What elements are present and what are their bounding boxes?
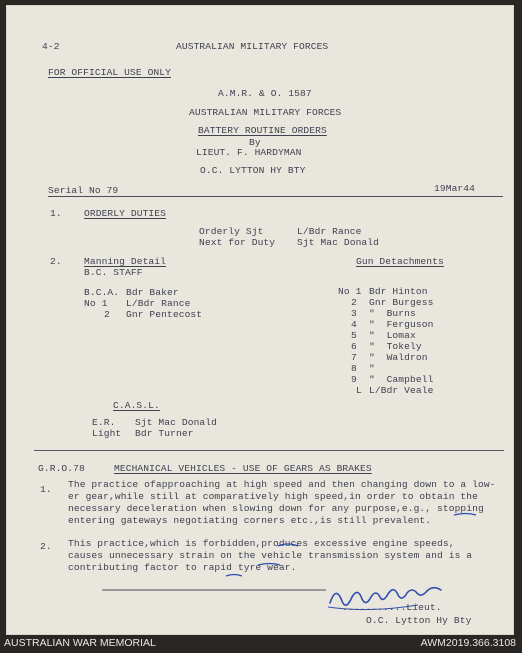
unit-name: O.C. LYTTON HY BTY [200, 165, 306, 176]
ink-annotations [6, 5, 514, 635]
serial-number: Serial No 79 [48, 185, 119, 196]
gun-no: L [356, 385, 362, 396]
casl-title: C.A.S.L. [113, 400, 160, 411]
gun-detachments-title: Gun Detachments [356, 256, 444, 267]
duty-name: Sjt Mac Donald [297, 237, 380, 248]
gun-name: Bdr Hinton [369, 286, 428, 297]
paragraph2-number: 2. [40, 541, 52, 552]
gun-no: 3 [351, 308, 357, 319]
paragraph1-line: er gear,while still at comparatively high speed,in order to obtain the [68, 491, 479, 502]
casl-name: Bdr Turner [135, 428, 194, 439]
gun-no: No 1 [338, 286, 362, 297]
duty-role: Next for Duty [199, 237, 276, 248]
gun-no: 9 [351, 374, 357, 385]
official-use: FOR OFFICIAL USE ONLY [48, 67, 172, 78]
staff-name: Bdr Baker [126, 287, 179, 298]
paragraph2-line: contributing factor to rapid tyre wear. [68, 562, 297, 573]
bc-staff-title: B.C. STAFF [84, 267, 143, 278]
gun-no: 2 [351, 297, 357, 308]
org-name: AUSTRALIAN MILITARY FORCES [189, 107, 342, 118]
document-page [6, 5, 514, 635]
casl-role: E.R. [92, 417, 116, 428]
staff-role: No 1 [84, 298, 108, 309]
gun-no: 5 [351, 330, 357, 341]
paragraph1-line: necessary deceleration when slowing down for any purpose,e.g., stopping [68, 503, 484, 514]
page-number: 4-2 [42, 41, 60, 52]
gun-name: L/Bdr Veale [369, 385, 434, 396]
staff-role: B.C.A. [84, 287, 120, 298]
paragraph1-line: entering gateways negotiating corners etc.,is still prevalent. [68, 515, 432, 526]
paragraph2-line: This practice,which is forbidden,produces excessive engine speeds, [68, 538, 455, 549]
gun-name: Gnr Burgess [369, 297, 434, 308]
staff-name: Gnr Pentecost [126, 309, 203, 320]
signature-unit: O.C. Lytton Hy Bty [366, 615, 472, 626]
gun-name: " Ferguson [369, 319, 434, 330]
section1-title: ORDERLY DUTIES [84, 208, 167, 219]
paragraph1-number: 1. [40, 484, 52, 495]
paragraph2-line: causes unnecessary strain on the vehicle transmission system and is a [68, 550, 473, 561]
gun-name: " Campbell [369, 374, 434, 385]
gun-no: 6 [351, 341, 357, 352]
gun-name: " [369, 363, 375, 374]
gro-title: MECHANICAL VEHICLES - USE OF GEARS AS BRAKES [114, 463, 372, 474]
duty-role: Orderly Sjt [199, 226, 264, 237]
serial-date: 19Mar44 [434, 183, 476, 194]
amr-ref: A.M.R. & O. 1587 [218, 88, 312, 99]
officer-name: LIEUT. F. HARDYMAN [196, 147, 302, 158]
paragraph1-line: The practice ofapproaching at high speed and then changing down to a low- [68, 479, 496, 490]
staff-role: 2 [104, 309, 110, 320]
footer-credit: AUSTRALIAN WAR MEMORIAL [4, 637, 156, 649]
by-label: By [249, 137, 261, 148]
doc-title: BATTERY ROUTINE ORDERS [198, 125, 327, 136]
gun-name: " Burns [369, 308, 416, 319]
footer-accession: AWM2019.366.3108 [420, 637, 516, 649]
section2-number: 2. [50, 256, 62, 267]
org-top: AUSTRALIAN MILITARY FORCES [176, 41, 329, 52]
gun-no: 8 [351, 363, 357, 374]
duty-name: L/Bdr Rance [297, 226, 362, 237]
casl-name: Sjt Mac Donald [135, 417, 218, 428]
casl-role: Light [92, 428, 122, 439]
gun-name: " Tokely [369, 341, 422, 352]
staff-name: L/Bdr Rance [126, 298, 191, 309]
gun-name: " Waldron [369, 352, 428, 363]
manning-detail-title: Manning Detail [84, 256, 167, 267]
gun-no: 7 [351, 352, 357, 363]
gun-no: 4 [351, 319, 357, 330]
section1-number: 1. [50, 208, 62, 219]
signature-line: ...........Lieut. [342, 602, 442, 613]
gun-name: " Lomax [369, 330, 416, 341]
gro-label: G.R.O.78 [38, 463, 85, 474]
